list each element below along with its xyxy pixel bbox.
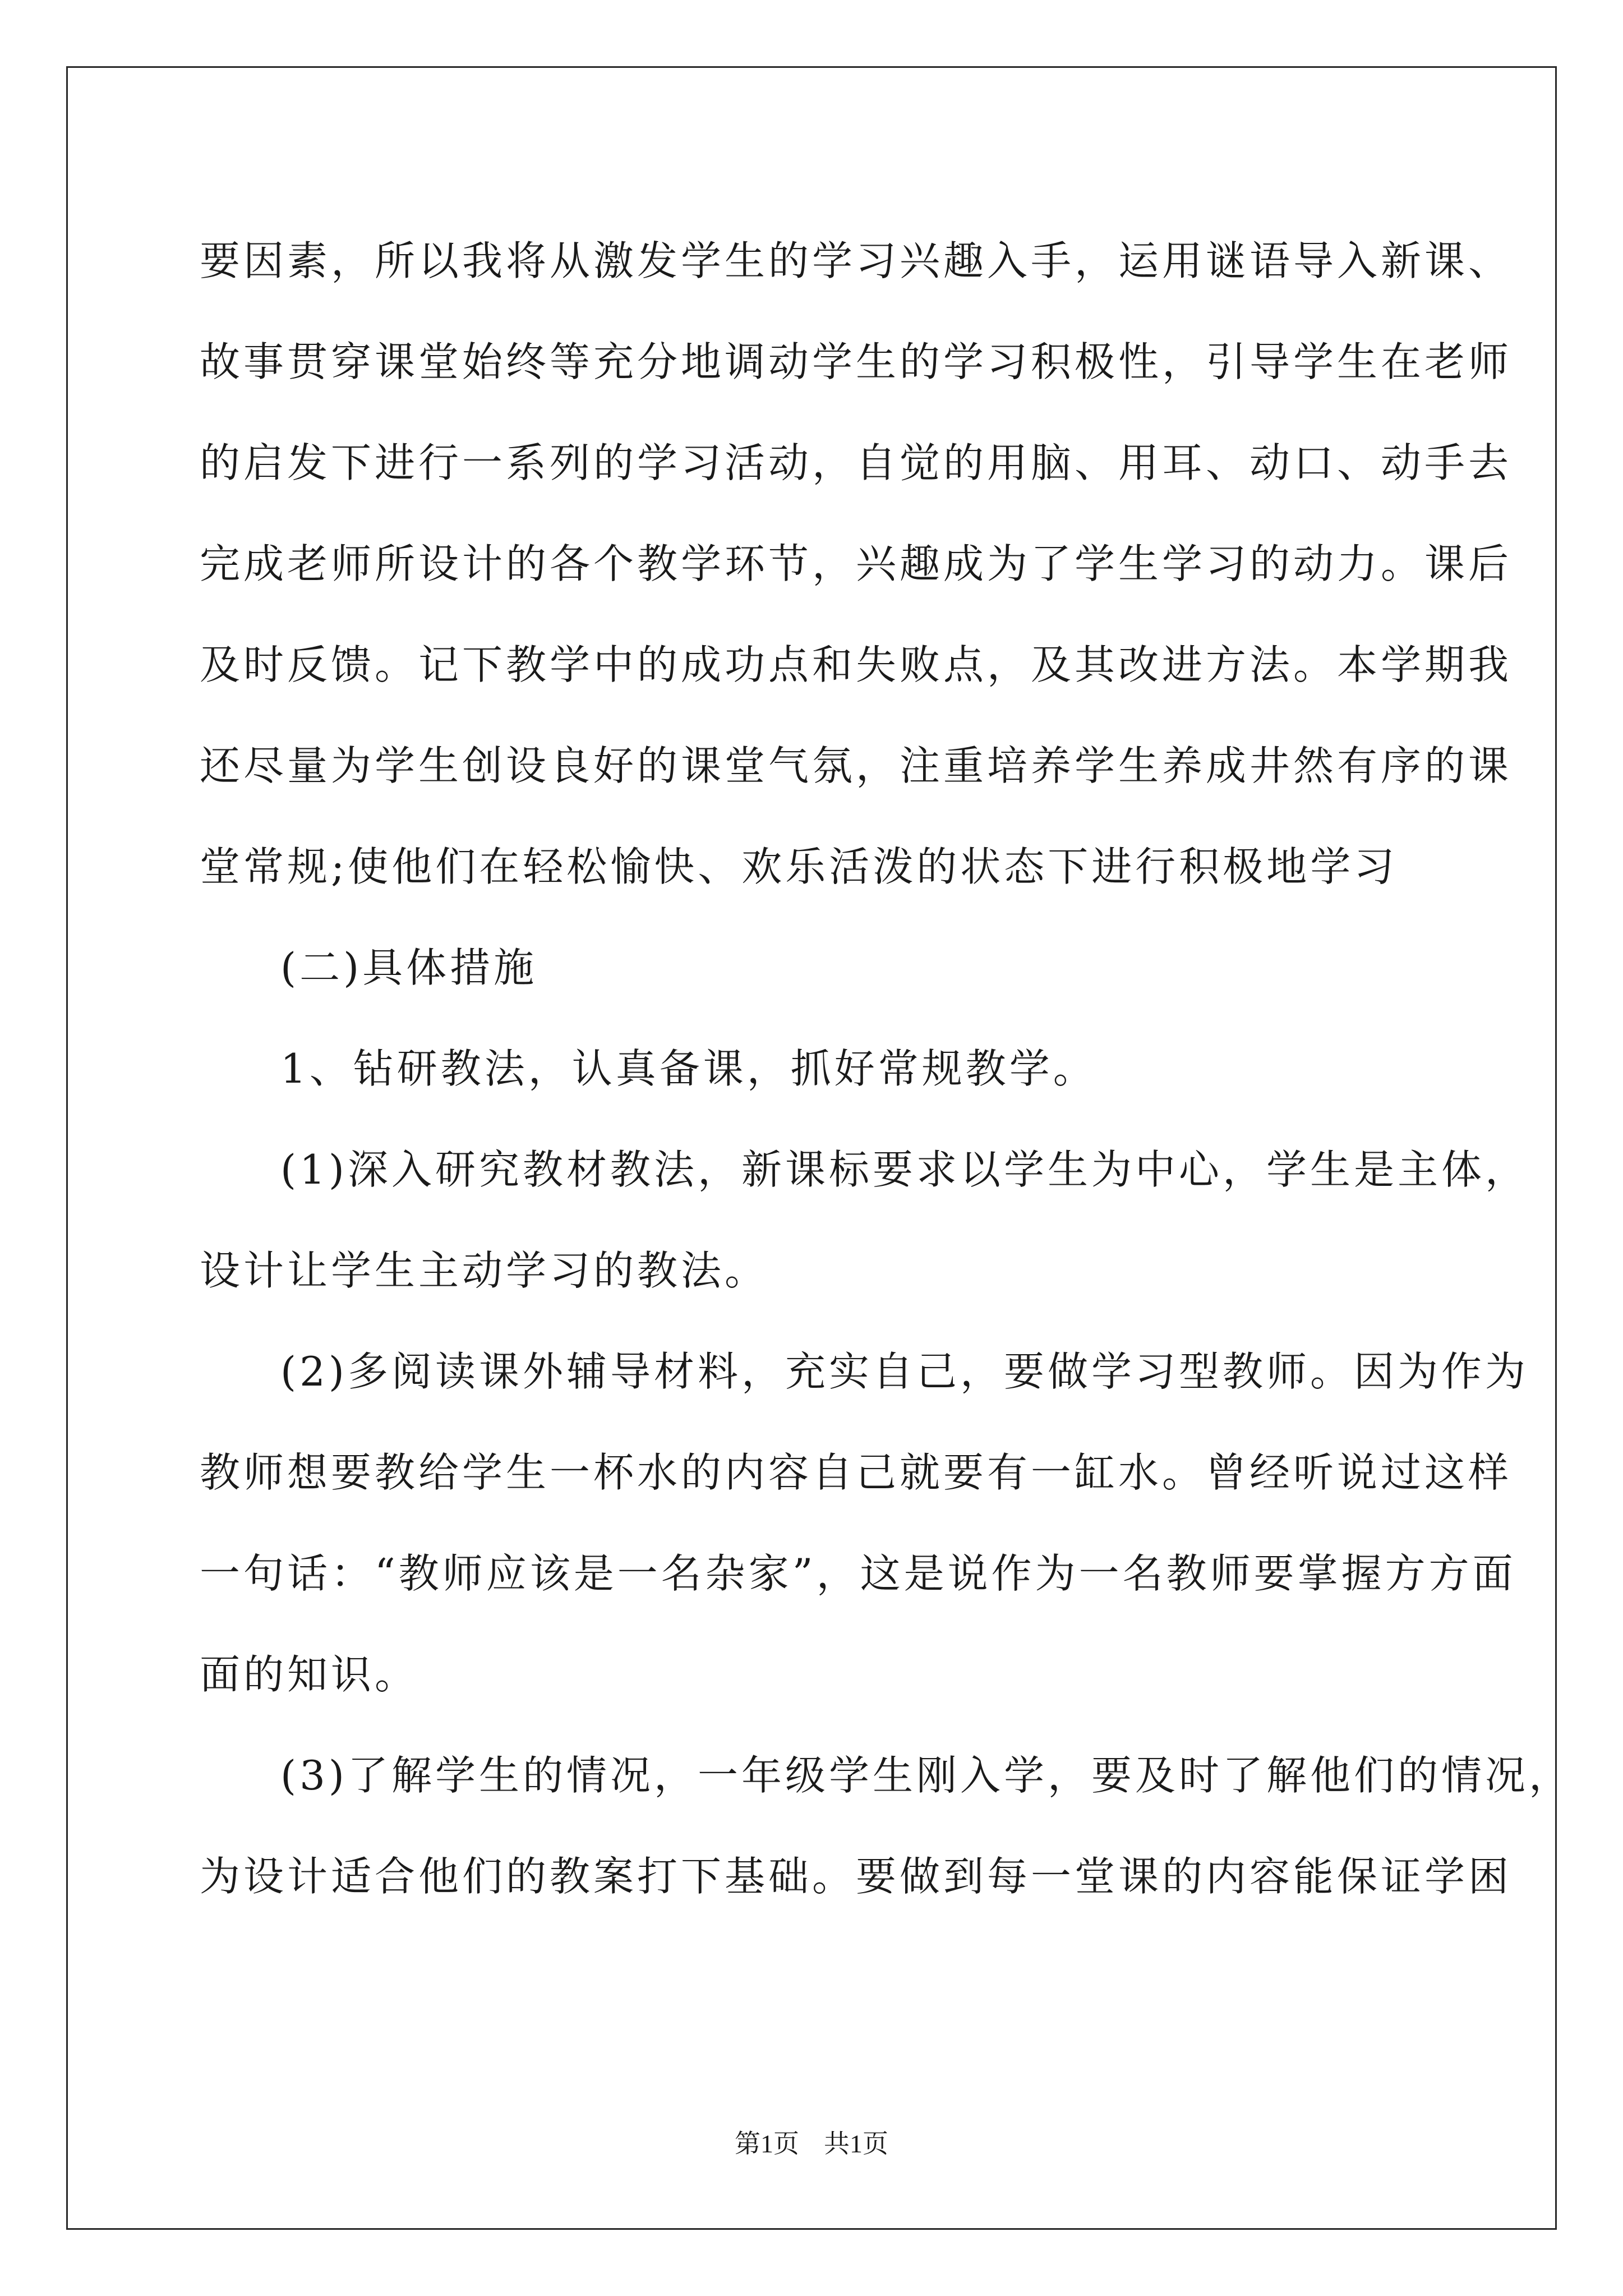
text-line: 及时反馈。记下教学中的成功点和失败点，及其改进方法。本学期我 bbox=[200, 641, 1513, 688]
text-line: 要因素，所以我将从激发学生的学习兴趣入手，运用谜语导入新课、 bbox=[200, 237, 1513, 284]
text-line: (3)了解学生的情况，一年级学生刚入学，要及时了解他们的情况， bbox=[280, 1752, 1573, 1799]
page-number-current: 第1页 bbox=[735, 2129, 799, 2158]
text-line: 故事贯穿课堂始终等充分地调动学生的学习积极性，引导学生在老师 bbox=[200, 338, 1513, 385]
text-line: 堂常规;使他们在轻松愉快、欢乐活泼的状态下进行积极地学习 bbox=[200, 843, 1398, 890]
text-line: (1)深入研究教材教法，新课标要求以学生为中心，学生是主体， bbox=[280, 1146, 1529, 1193]
page-number-total: 共1页 bbox=[824, 2129, 888, 2158]
page-footer bbox=[0, 2123, 1623, 2160]
text-line: 为设计适合他们的教案打下基础。要做到每一堂课的内容能保证学困 bbox=[200, 1853, 1513, 1900]
text-line: 的启发下进行一系列的学习活动，自觉的用脑、用耳、动口、动手去 bbox=[200, 439, 1513, 486]
text-line: (2)多阅读课外辅导材料，充实自己，要做学习型教师。因为作为 bbox=[280, 1348, 1529, 1395]
text-line: 1、钻研教法，认真备课，抓好常规教学。 bbox=[280, 1045, 1097, 1092]
text-line: 一句话：“教师应该是一名杂家”，这是说作为一名教师要掌握方方面 bbox=[200, 1550, 1516, 1597]
text-line: 面的知识。 bbox=[200, 1651, 419, 1698]
section-heading: (二)具体措施 bbox=[280, 944, 538, 991]
text-line: 完成老师所设计的各个教学环节，兴趣成为了学生学习的动力。课后 bbox=[200, 540, 1513, 587]
document-body bbox=[200, 210, 1573, 1927]
text-line: 设计让学生主动学习的教法。 bbox=[200, 1247, 769, 1294]
text-line: 还尽量为学生创设良好的课堂气氛，注重培养学生养成井然有序的课 bbox=[200, 742, 1513, 789]
text-line: 教师想要教给学生一杯水的内容自己就要有一缸水。曾经听说过这样 bbox=[200, 1449, 1513, 1496]
